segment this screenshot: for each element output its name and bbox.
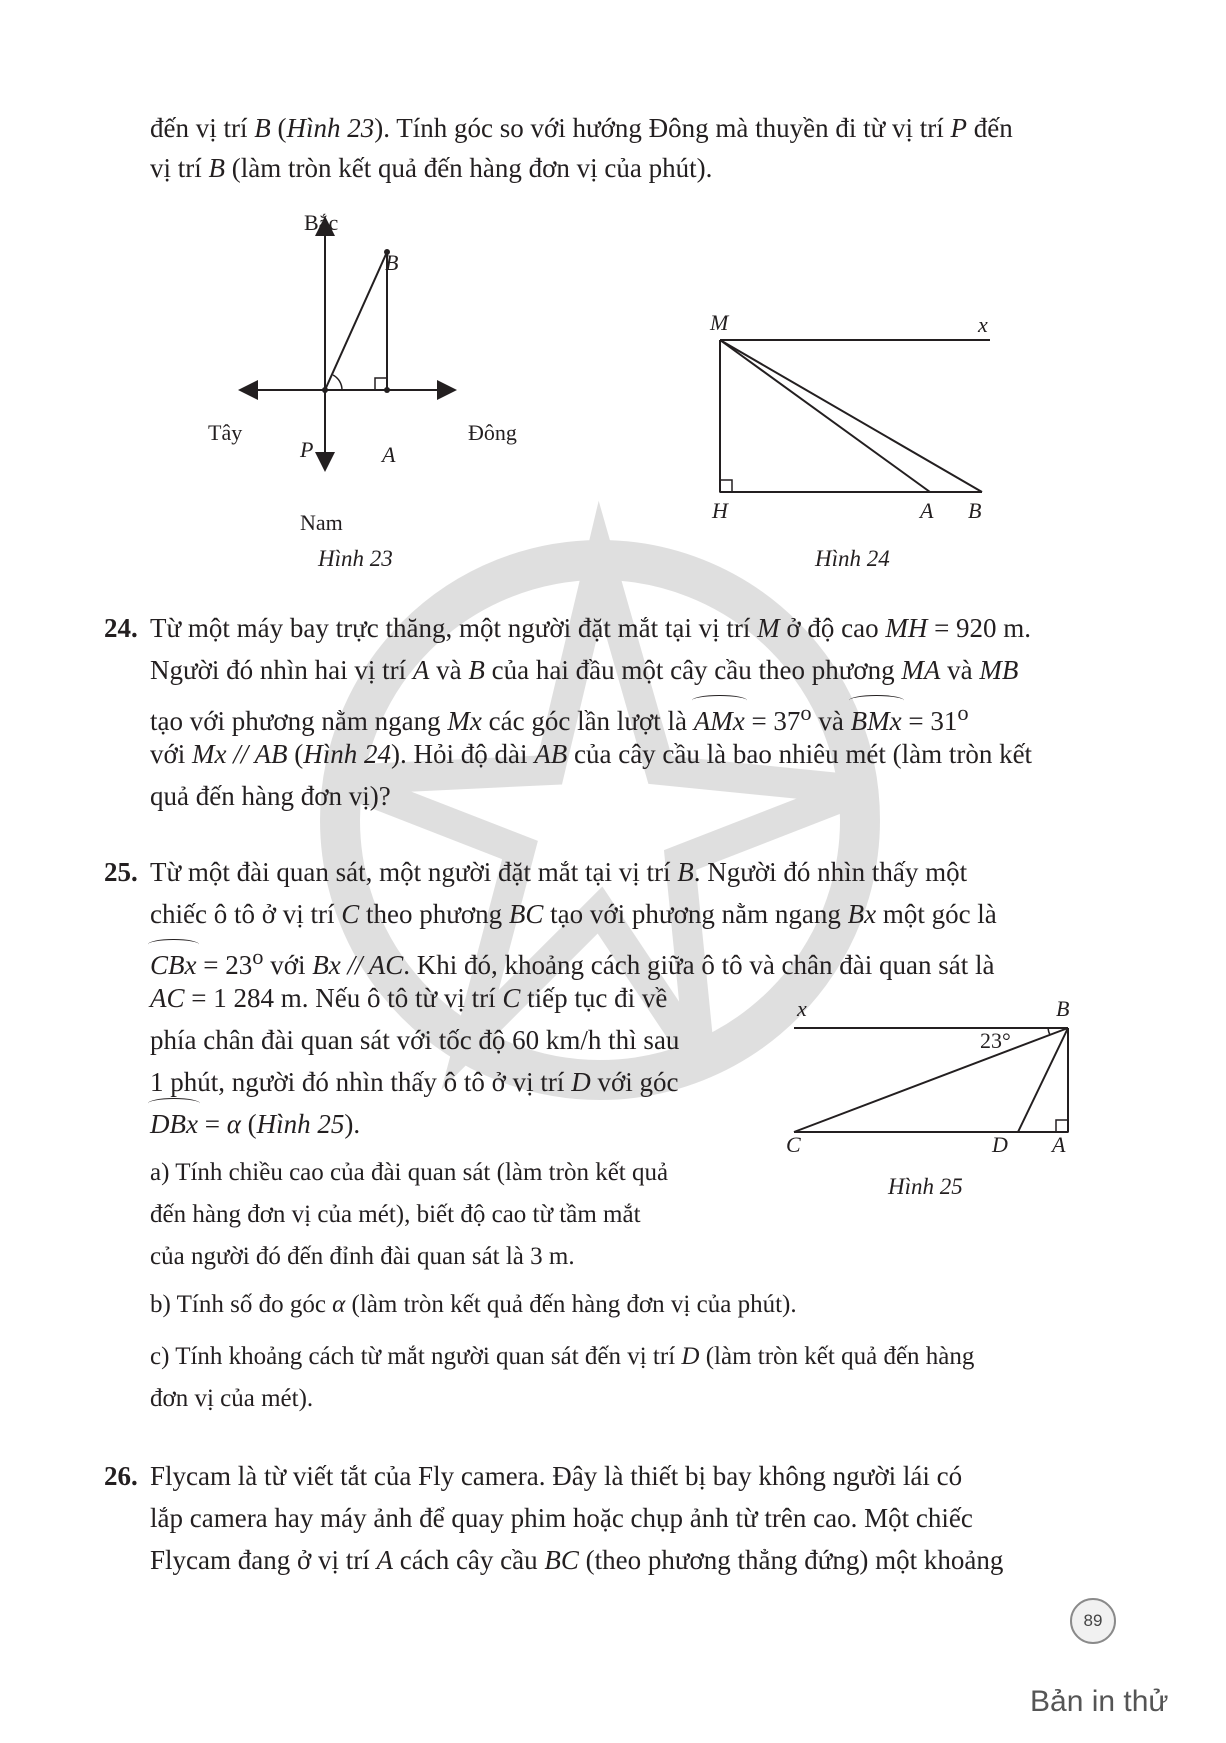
fig24-x-label: x <box>978 312 988 337</box>
intro-line-2: vị trí B (làm tròn kết quả đến hàng đơn vị của phút). <box>150 153 713 183</box>
fig24-caption: Hình 24 <box>815 546 890 571</box>
figure-25 <box>790 1020 1090 1160</box>
q25-part-a-2: đến hàng đơn vị của mét), biết độ cao từ tầm mắt <box>150 1201 641 1228</box>
fig23-B-label: B <box>385 250 399 275</box>
q25-part-a-3: của người đó đến đỉnh đài quan sát là 3 m. <box>150 1243 575 1270</box>
q25-part-c-1: c) Tính khoảng cách từ mắt người quan sát đến vị trí D (làm tròn kết quả đến hàng <box>150 1343 975 1370</box>
fig25-angle-label: 23° <box>980 1028 1011 1053</box>
q25-number: 25. <box>104 857 138 887</box>
fig23-south-label: Nam <box>300 510 343 535</box>
fig25-C-label: C <box>786 1132 801 1157</box>
figure-24 <box>700 330 1000 530</box>
figure-23 <box>230 210 530 510</box>
q25-part-b: b) Tính số đo góc α (làm tròn kết quả đến hàng đơn vị của phút). <box>150 1291 797 1318</box>
page-number: 89 <box>1070 1598 1116 1644</box>
fig25-caption: Hình 25 <box>888 1174 963 1199</box>
fig23-P-label: P <box>300 437 314 462</box>
q25-part-c-2: đơn vị của mét). <box>150 1385 314 1412</box>
fig23-A-label: A <box>382 442 396 467</box>
q24-number: 24. <box>104 613 138 643</box>
segment-PB <box>325 252 387 390</box>
intro-line-1: đến vị trí B (Hình 23). Tính góc so với hướng Đông mà thuyền đi từ vị trí P đến <box>150 113 1013 143</box>
fig25-D-label: D <box>992 1132 1008 1157</box>
fig24-A-label: A <box>920 498 934 523</box>
fig24-B-label: B <box>968 498 982 523</box>
fig23-caption: Hình 23 <box>318 546 393 571</box>
q25-part-a-1: a) Tính chiều cao của đài quan sát (làm tròn kết quả <box>150 1159 669 1186</box>
fig24-H-label: H <box>712 498 728 523</box>
fig25-B-label: B <box>1056 996 1070 1021</box>
fig25-x-label: x <box>797 996 807 1021</box>
fig23-east-label: Đông <box>468 420 517 445</box>
fig25-A-label: A <box>1052 1132 1066 1157</box>
fig23-north-label: Bắc <box>304 210 339 235</box>
q26-number: 26. <box>104 1461 138 1491</box>
fig23-west-label: Tây <box>208 420 243 445</box>
footer-label: Bản in thử <box>1030 1685 1169 1718</box>
fig24-M-label: M <box>710 310 729 335</box>
